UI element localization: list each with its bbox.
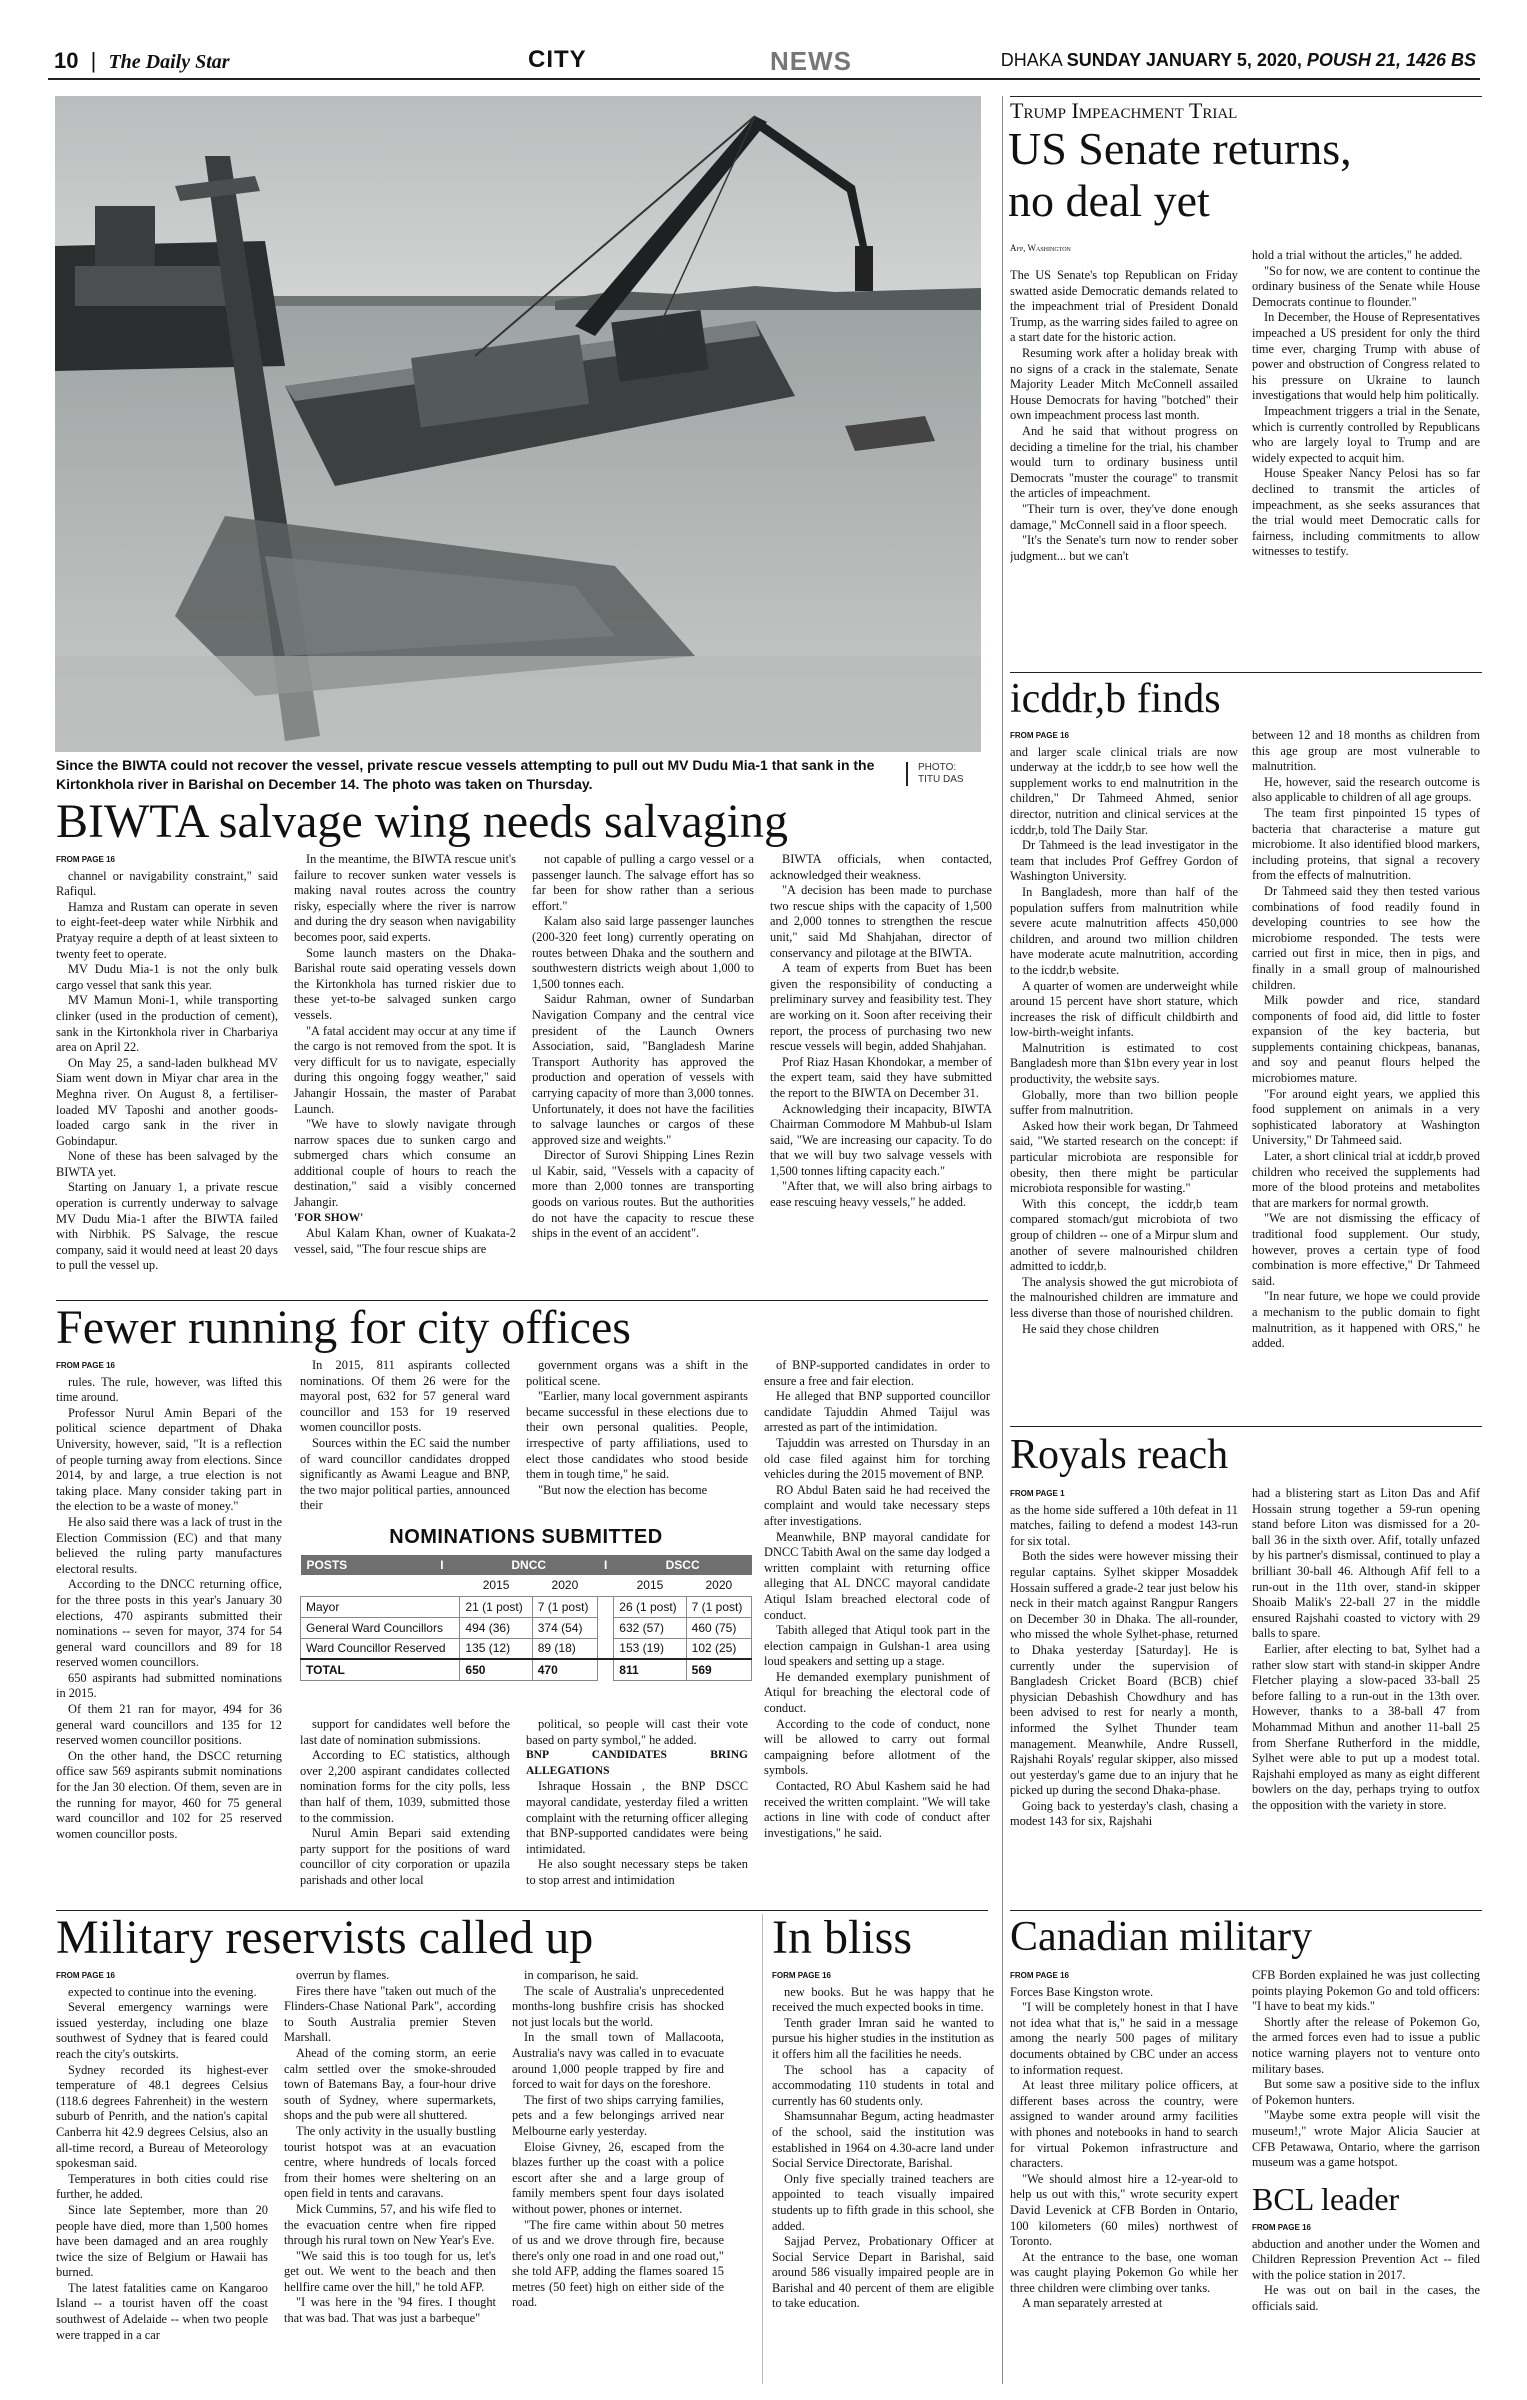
paragraph: "I will be completely honest in that I have not idea what that is," he said in a message among the nearly 500 pages of military documents obtained by CBC under an access to information request. xyxy=(1010,2000,1238,2077)
paragraph: Milk powder and rice, standard components of food aid, did little to foster expansion of the key bacteria, but supplements containing chickpeas, bananas, and soy and peanut flours helped the microbiomes mature. xyxy=(1252,993,1480,1086)
paragraph: Some launch masters on the Dhaka-Barishal route said operating vessels down the Kirtonkhola has turned riskier due to these yet-to-be salvaged sunken cargo vessels. xyxy=(294,945,516,1022)
subheading: 'FOR SHOW' xyxy=(294,1211,364,1224)
year-cell: 2015 xyxy=(614,1575,686,1596)
trump-headline-line-2: no deal yet xyxy=(1008,175,1210,226)
paragraph: "We said this is too tough for us, let's get out. We went to the beach and then hellfire came over the hill," he told AFP. xyxy=(284,2248,496,2294)
salvage-photo-illustration xyxy=(55,96,981,752)
year-cell: 2020 xyxy=(532,1575,597,1596)
paragraph: None of these has been salvaged by the BIWTA yet. xyxy=(56,1149,278,1179)
divider xyxy=(1010,1426,1482,1427)
paragraph: not capable of pulling a cargo vessel or a passenger launch. The salvage effort has so far been for show rather than a serious effort." xyxy=(532,852,754,913)
paragraph: According to EC statistics, although over 2,200 aspirant candidates collected nomination forms for the city polls, less than half of them, 1039, submitted those to the commission. xyxy=(300,1748,510,1825)
row-label: General Ward Councillors xyxy=(301,1617,460,1638)
paragraph: Mick Cummins, 57, and his wife fled to the evacuation centre when fire ripped through his rural town on New Year's Eve. xyxy=(284,2201,496,2248)
paragraph: MV Dudu Mia-1 is not the only bulk cargo vessel that sank this year. xyxy=(56,962,278,992)
paragraph: "For around eight years, we applied this food supplement on animals in a very sophisticated laboratory at Washington University," Dr Tahmeed said. xyxy=(1252,1086,1480,1148)
paragraph: Shortly after the release of Pokemon Go, the armed forces even had to issue a public notice warning players not to venture onto military bases. xyxy=(1252,2014,1480,2076)
column-header: POSTS xyxy=(301,1555,424,1575)
paragraph: He also sought necessary steps be taken to stop arrest and intimidation xyxy=(526,1857,748,1887)
paragraph: as the home side suffered a 10th defeat in 11 matches, failing to defend a modest 143-run for six total. xyxy=(1010,1502,1238,1548)
paragraph: The only activity in the usually bustling tourist hotspot was at an evacuation centre, where hundreds of locals forced from their homes were sheltering on an open field in tents and caravans. xyxy=(284,2123,496,2201)
paragraph: channel or navigability constraint," said Rafiqul. xyxy=(56,868,278,899)
trump-kicker: Trump Impeachment Trial xyxy=(1010,98,1238,123)
nominations-table-box xyxy=(300,1526,752,1681)
row-label: Ward Councillor Reserved xyxy=(301,1638,460,1659)
paragraph: Director of Surovi Shipping Lines Rezin ul Kabir, said, "Vessels with a capacity of more than 2,000 tonnes are transporting goods on various routes. But the authorities do not have the capacity to rescue these ships in the event of an accident". xyxy=(532,1148,754,1241)
table-cell: 21 (1 post) xyxy=(460,1596,532,1617)
paragraph: Eloise Givney, 26, escaped from the blazes further up the coast with a police escort after she and a large group of family members spent four days isolated without power, phones or internet. xyxy=(512,2139,724,2216)
military-from-page: FROM PAGE 16 xyxy=(56,1971,115,1980)
section-city: CITY xyxy=(528,46,587,73)
paragraph: He was out on bail in the cases, the officials said. xyxy=(1252,2283,1480,2313)
paragraph: "Earlier, many local government aspirants became successful in these elections due to their own personal qualities. People, irrespective of party affiliations, used to elect those candidates who stood beside them in tough time," he said. xyxy=(526,1389,748,1482)
row-label: Mayor xyxy=(301,1596,460,1617)
trump-headline-line-1: US Senate returns, xyxy=(1008,123,1352,174)
paragraph: The US Senate's top Republican on Friday swatted aside Democratic demands related to the impeachment trial of President Donald Trump, as the warring sides failed to agree on a start date for the historic action. xyxy=(1010,268,1238,345)
table-cell: 811 xyxy=(614,1659,686,1680)
fewer-column-1 xyxy=(56,1358,282,1903)
fewer-column-2-bottom xyxy=(300,1717,510,1903)
nominations-table xyxy=(300,1555,752,1681)
biwta-column-2 xyxy=(294,852,516,1292)
paragraph: abduction and another under the Women and Children Repression Prevention Act -- filed with the police station in 2017. xyxy=(1252,2236,1480,2282)
paragraph: Malnutrition is estimated to cost Bangladesh more than $1bn every year in lost productivity, the website says. xyxy=(1010,1040,1238,1087)
royals-from-page: FROM PAGE 1 xyxy=(1010,1489,1065,1498)
masthead xyxy=(48,40,1480,80)
table-cell: 89 (18) xyxy=(532,1638,597,1659)
table-cell: 153 (19) xyxy=(614,1638,686,1659)
table-cell: 494 (36) xyxy=(460,1617,532,1638)
paragraph: Contacted, RO Abul Kashem said he had received the written complaint. "We will take actions in line with code of conduct after investigations," he said. xyxy=(764,1779,990,1840)
paper-logo: The Daily Star xyxy=(108,51,230,73)
paragraph: hold a trial without the articles," he added. xyxy=(1252,248,1463,262)
paragraph: Hamza and Rustam can operate in seven to eight-feet-deep water while Nirbhik and Pratyay require a depth of at least sixteen to twenty feet to operate. xyxy=(56,899,278,961)
biwta-column-4 xyxy=(770,852,992,1292)
paragraph: CFB Borden explained he was just collecting points playing Pokemon Go and told officers: "I have to beat my kids." xyxy=(1252,1968,1480,2014)
photo-credit-label: PHOTO: xyxy=(918,762,957,773)
biwta-column-3 xyxy=(532,852,754,1292)
biwta-column-1 xyxy=(56,852,278,1292)
paragraph: In the meantime, the BIWTA rescue unit's failure to recover sunken water vessels is making naval routes across the country risky, especially where the river is narrow and during the dry season when navigability becomes poor, said experts. xyxy=(294,852,516,944)
paragraph: According to the code of conduct, none will be allowed to carry out formal campaigning before allotment of the symbols. xyxy=(764,1716,990,1778)
table-cell: 7 (1 post) xyxy=(532,1596,597,1617)
date-bangla: POUSH 21, 1426 BS xyxy=(1306,50,1476,70)
paragraph: Ahead of the coming storm, an eerie calm settled over the smoke-shrouded town of Batemans Bay, a four-hour drive south of Sydney, where supermarkets, shops and the pub were all shuttered. xyxy=(284,2045,496,2123)
table-cell: 569 xyxy=(686,1659,751,1680)
paragraph: Dr Tahmeed said they then tested various combinations of food readily found in developing countries to see how the microbiome responded. The tests were carried out first in mice, then in pigs, and finally in a small group of malnourished children. xyxy=(1252,883,1480,992)
paragraph: Later, a short clinical trial at icddr,b proved children who received the supplements had more of the blood proteins and metabolites that are markers for normal growth. xyxy=(1252,1149,1480,1210)
column-rule xyxy=(762,1914,763,2384)
paragraph: Dr Tahmeed is the lead investigator in the team that includes Prof Geffrey Gordon of Washington University. xyxy=(1010,838,1238,884)
table-cell: 460 (75) xyxy=(686,1617,751,1638)
paragraph: Starting on January 1, a private rescue operation is currently underway to salvage MV Dudu Mia-1 after the BIWTA failed with Nirbhik. PS Salvage, the rescue company, said it would need at least 20 days to pull the vessel up. xyxy=(56,1180,278,1273)
table-cell: 470 xyxy=(532,1659,597,1680)
paragraph: Forces Base Kingston wrote. xyxy=(1010,1984,1154,1999)
paragraph: Sajjad Pervez, Probationary Officer at Social Service Depart in Barishal, said around 586 visually impaired people are in Barishal and 40 percent of them are eligible to take education. xyxy=(772,2234,994,2311)
paragraph: In 2015, 811 aspirants collected nominations. Of them 26 were for the mayoral post, 632 for 57 general ward councillor and 153 for 19 reserved women councillor posts. xyxy=(300,1358,510,1435)
subheading: BNP CANDIDATES BRING ALLEGATIONS xyxy=(526,1749,748,1777)
royals-column-2 xyxy=(1252,1486,1480,1906)
military-headline: Military reservists called up xyxy=(56,1911,594,1964)
paragraph: between 12 and 18 months as children from this age group are most vulnerable to malnutrition. xyxy=(1252,728,1480,774)
paragraph: A man separately arrested at xyxy=(1022,2296,1163,2311)
bliss-headline: In bliss xyxy=(772,1911,913,1964)
paragraph: Several emergency warnings were issued yesterday, including one blaze southwest of Sydney that is feared could reach the city's outskirts. xyxy=(56,2000,268,2061)
paragraph: government organs was a shift in the political scene. xyxy=(526,1358,748,1388)
page-number: 10 xyxy=(54,48,79,73)
paragraph: On May 25, a sand-laden bulkhead MV Siam went down in Miyar char area in the Meghna river. On August 8, a fertiliser-loaded MV Taposhi and another goods-loaded cargo sank in the river in Gobindapur. xyxy=(56,1055,278,1148)
canadian-from-page: FROM PAGE 16 xyxy=(1010,1971,1069,1980)
fewer-from-page: FROM PAGE 16 xyxy=(56,1361,115,1370)
paragraph: Professor Nurul Amin Bepari of the political science department of Dhaka University, however, said, "It is a reflection of people turning away from elections. Since 2014, by and large, a true election is not taking place. Many consider taking part in the election to be a waste of money." xyxy=(56,1405,282,1514)
paragraph: RO Abdul Baten said he had received the complaint and would take necessary steps after investigations. xyxy=(764,1482,990,1528)
paragraph: "Their turn is over, they've done enough damage," McConnell said in a floor speech. xyxy=(1010,501,1238,532)
year-cell: 2015 xyxy=(460,1575,532,1596)
paragraph: Prof Riaz Hasan Khondokar, a member of the expert team, said they have submitted the report to the BIWTA on December 31. xyxy=(770,1054,992,1100)
table-cell: 26 (1 post) xyxy=(614,1596,686,1617)
table-cell: 374 (54) xyxy=(532,1617,597,1638)
table-cell: 7 (1 post) xyxy=(686,1596,751,1617)
section-news: NEWS xyxy=(770,46,852,76)
paragraph: "A fatal accident may occur at any time if the cargo is not removed from the spot. It is very difficult for us to navigate, especially during this ongoing foggy weather," said Jahangir Hossain, the master of Parabat Launch. xyxy=(294,1023,516,1116)
paragraph: and larger scale clinical trials are now underway at the icddr,b to see how well the supplement works to end malnutrition in the children," Dr Tahmeed Ahmed, senior director, nutrition and clinical services at the icddr,b, told The Daily Star. xyxy=(1010,744,1238,837)
paragraph: And he said that without progress on deciding a timeline for the trial, his chamber would turn to ordinary business until Democrats "muster the courage" to transmit the articles of impeachment. xyxy=(1010,423,1238,501)
paragraph: Temperatures in both cities could rise further, he added. xyxy=(56,2171,268,2202)
paragraph: of BNP-supported candidates in order to ensure a free and fair election. xyxy=(764,1358,990,1388)
table-year-row xyxy=(301,1575,752,1596)
military-column-1 xyxy=(56,1968,268,2383)
trump-column-2 xyxy=(1252,248,1480,648)
icddrb-from-page: FROM PAGE 16 xyxy=(1010,731,1069,740)
bliss-from-page: FORM PAGE 16 xyxy=(772,1971,831,1980)
paragraph: The school has a capacity of accommodating 110 students in total and currently has 60 students only. xyxy=(772,2062,994,2108)
paragraph: House Speaker Nancy Pelosi has so far declined to transmit the articles of impeachment, as she seeks assurances that the trial would meet Democratic calls for fairness, including commitments to allow witnesses to testify. xyxy=(1252,466,1480,559)
paragraph: Going back to yesterday's clash, chasing a modest 143 for six, Rajshahi xyxy=(1010,1798,1238,1829)
paragraph: expected to continue into the evening. xyxy=(68,1984,257,1999)
fewer-column-3-top xyxy=(526,1358,748,1523)
table-cell: 135 (12) xyxy=(460,1638,532,1659)
divider xyxy=(1010,96,1482,97)
paragraph: Kalam also said large passenger launches (200-320 feet long) currently operating on routes between Dhaka and the southern and southwestern districts weigh about 1,000 to 1,500 tonnes each. xyxy=(532,914,754,991)
paragraph: Shamsunnahar Begum, acting headmaster of the school, said the institution was established in 1964 on 4.30-acre land under Social Service Directorate, Barishal. xyxy=(772,2109,994,2171)
paragraph: "I was here in the '94 fires. I thought that was bad. That was just a barbeque" xyxy=(284,2295,496,2326)
date-city: DHAKA xyxy=(1000,50,1067,70)
military-column-3 xyxy=(512,1968,724,2383)
paragraph: Only five specially trained teachers are appointed to teach visually impaired students up to fifth grade in this school, she added. xyxy=(772,2171,994,2233)
paragraph: Resuming work after a holiday break with no signs of a crack in the stalemate, Senate Majority Leader Mitch McConnell assailed House Democrats for having "botched" their own impeachment process last month. xyxy=(1010,345,1238,423)
paragraph: "So for now, we are content to continue the ordinary business of the Senate while House Democrats continue to flounder." xyxy=(1252,263,1480,309)
paragraph: In Bangladesh, more than half of the population suffers from malnutrition while severe acute malnutrition affects 450,000 children, and around two million children have moderate acute malnutrition, according to the icddr,b website. xyxy=(1010,884,1238,977)
paragraph: Acknowledging their incapacity, BIWTA Chairman Commodore M Mahbub-ul Islam said, "We are increasing our capacity. To do that we will buy two salvage vessels with 1,500 tonnes lifting capacity each." xyxy=(770,1101,992,1178)
column-header: DNCC xyxy=(460,1555,598,1575)
paragraph: political, so people will cast their vote based on party symbol," he added. xyxy=(526,1717,748,1747)
military-column-2 xyxy=(284,1968,496,2383)
divider xyxy=(1010,1910,1482,1911)
paragraph: According to the DNCC returning office, for the three posts in this year's January 30 elections, 470 aspirants submitted their nominations -- seven for mayor, 374 for 54 general ward councillors and 89 for 18 reserved women councillors. xyxy=(56,1577,282,1670)
paragraph: BIWTA officials, when contacted, acknowledged their weakness. xyxy=(770,852,992,882)
paragraph: "A decision has been made to purchase two rescue ships with the capacity of 1,500 and 2,000 tonnes to strengthen the rescue unit," said Md Shahjahan, director of conservancy and pilotage at the BIWTA. xyxy=(770,883,992,960)
fewer-headline: Fewer running for city offices xyxy=(56,1301,631,1354)
paragraph: A quarter of women are underweight while around 15 percent have short stature, which increases the risk of difficult childbirth and low-birth-weight infants. xyxy=(1010,978,1238,1040)
row-label: TOTAL xyxy=(301,1659,460,1680)
fewer-column-3-bottom xyxy=(526,1717,748,1903)
column-header: DSCC xyxy=(614,1555,752,1575)
table-header-row xyxy=(301,1555,752,1575)
divider xyxy=(1010,672,1482,673)
paragraph: Fires there have "taken out much of the Flinders-Chase National Park", according to South Australia premier Steven Marshall. xyxy=(284,1983,496,2045)
paragraph: Tabith alleged that Atiqul took part in the election campaign in Gulshan-1 area using loud speakers and setting up a stage. xyxy=(764,1623,990,1669)
paragraph: Nurul Amin Bepari said extending party support for the positions of ward councillor of city corporation or upazila parishads and other local xyxy=(300,1826,510,1887)
column-rule xyxy=(1002,96,1003,2384)
royals-column-1 xyxy=(1010,1486,1238,1906)
photo-caption: Since the BIWTA could not recover the vessel, private rescue vessels attempting to pull out MV Dudu Mia-1 that sank in the Kirtonkhola river in Barishal on December 14. The photo was taken on Thursday. xyxy=(56,757,875,792)
paragraph: "The fire came within about 50 metres of us and we drove through fire, because there's only one road in and one road out," she told AFP, adding the flames soared 15 metres (50 feet) high on either side of the road. xyxy=(512,2217,724,2310)
paragraph: A team of experts from Buet has been given the responsibility of conducting a preliminary survey and feasibility test. They are working on it. Soon after receiving their report, the process of purchasing two new rescue vessels will begin, added Shahjahan. xyxy=(770,961,992,1054)
icddrb-headline: icddr,b finds xyxy=(1010,676,1221,722)
bcl-from-page: FROM PAGE 16 xyxy=(1252,2223,1311,2232)
table-cell: 650 xyxy=(460,1659,532,1680)
bliss-column-1 xyxy=(772,1968,994,2383)
paragraph: "It's the Senate's turn now to render sober judgment... but we can't xyxy=(1010,533,1238,563)
column-separator: I xyxy=(598,1555,614,1575)
paragraph: Tajuddin was arrested on Thursday in an old case filed against him for torching vehicles during the 2015 movement of BNP. xyxy=(764,1435,990,1482)
paragraph: Impeachment triggers a trial in the Senate, which is currently controlled by Republicans who are largely loyal to Trump and are widely expected to acquit him. xyxy=(1252,403,1480,465)
table-row xyxy=(301,1638,752,1659)
table-row xyxy=(301,1596,752,1617)
paragraph: In the small town of Mallacoota, Australia's navy was called in to evacuate around 1,000 people trapped by fire and forced to wait for days on the foreshore. xyxy=(512,2030,724,2092)
icddrb-column-1 xyxy=(1010,728,1238,1414)
table-cell: 102 (25) xyxy=(686,1638,751,1659)
biwta-headline: BIWTA salvage wing needs salvaging xyxy=(56,795,788,848)
paragraph: The analysis showed the gut microbiota of the malnourished children are immature and less diverse than those of nourished children. xyxy=(1010,1274,1238,1320)
paragraph: overrun by flames. xyxy=(296,1968,390,1982)
paragraph: "We should almost hire a 12-year-old to help us out with this," wrote security expert David Levenick at CFB Borden in Ontario, 100 kilometers (60 miles) northwest of Toronto. xyxy=(1010,2171,1238,2249)
paragraph: The latest fatalities came on Kangaroo Island -- a tourist haven off the coast southwest of Adelaide -- when two people were trapped in a car xyxy=(56,2280,268,2342)
paragraph: He demanded exemplary punishment of Atiqul for breaching the electoral code of conduct. xyxy=(764,1669,990,1716)
paragraph: Sydney recorded its highest-ever temperature of 48.1 degrees Celsius (118.6 degrees Fahrenheit) in the western suburb of Penrith, and the nation's capital Canberra hit 42.9 degrees Celsius, also an all-time record, a Bureau of Meteorology spokesman said. xyxy=(56,2062,268,2171)
salvage-photo xyxy=(55,96,981,752)
paragraph: "Maybe some extra people will visit the museum!," wrote Major Alicia Saucier at CFB Petawawa, Ontario, where the garrison museum was a game hotspot. xyxy=(1252,2108,1480,2170)
issue-date xyxy=(1001,50,1476,71)
paragraph: Since late September, more than 20 people have died, more than 1,500 homes have been damaged and an area roughly twice the size of Belgium or Hawaii has burned. xyxy=(56,2202,268,2280)
bcl-headline: BCL leader xyxy=(1252,2181,1400,2217)
paragraph: Ishraque Hossain , the BNP DSCC mayoral candidate, yesterday filed a written complaint with the returning officer alleging that BNP-supported candidates were being intimidated. xyxy=(526,1779,748,1856)
trump-byline: Afp, Washington xyxy=(1010,243,1071,253)
paragraph: support for candidates well before the last date of nomination submissions. xyxy=(300,1717,510,1747)
table-total-row xyxy=(301,1659,752,1680)
paragraph: "We have to slowly navigate through narrow spaces due to sunken cargo and submerged chars which consume an additional couple of hours to reach the destination," said a visibly concerned Jahangir. xyxy=(294,1117,516,1210)
paragraph: new books. But he was happy that he received the much expected books in time. xyxy=(772,1984,994,2015)
paragraph: The first of two ships carrying families, pets and a few belongings arrived near Melbourne early yesterday. xyxy=(512,2092,724,2138)
date-main: SUNDAY JANUARY 5, 2020, xyxy=(1066,50,1307,70)
paragraph: Abul Kalam Khan, owner of Kuakata-2 vessel, said, "The four rescue ships are xyxy=(294,1226,516,1256)
paragraph: But some saw a positive side to the influx of Pokemon hunters. xyxy=(1252,2077,1480,2107)
paragraph: "In near future, we hope we could provide a mechanism to the public domain to fight malnutrition, as it happened with ORS," he added. xyxy=(1252,1289,1480,1351)
paragraph: "We are not dismissing the efficacy of traditional food supplement. Our study, however, proves a certain type of food combination is more effective," Dr Tahmeed said. xyxy=(1252,1211,1480,1288)
paragraph: "After that, we will also bring airbags to ease rescuing heavy vessels," he added. xyxy=(770,1179,992,1210)
year-cell: 2020 xyxy=(686,1575,751,1596)
paragraph: 650 aspirants had submitted nominations in 2015. xyxy=(56,1670,282,1701)
fewer-column-2-top xyxy=(300,1358,510,1523)
paragraph: had a blistering start as Liton Das and Afif Hossain strung together a 59-run opening stand before Liton was dismissed for a 20-ball 36 in the sixth over. Afif, totally unfazed by his partner's dismissal, continued to play a brilliant 30-ball 46. Although Afif fell to a run-out in the 11th over, stand-in skipper Shoaib Malik's 22-ball 27 in the middle ensured Rajshahi coasted to victory with 29 balls to spare. xyxy=(1252,1486,1480,1641)
paragraph: The team first pinpointed 15 types of bacteria that characterise a mature gut microbiome. It also identified blood markers, including proteins, that signal a recovery from the effects of malnutrition. xyxy=(1252,805,1480,883)
paragraph: At least three military police officers, at different bases across the country, were assigned to wander around army facilities with phones and notebooks in hand to search for virtual Pokemon infrastructure and characters. xyxy=(1010,2078,1238,2171)
paragraph: MV Mamun Moni-1, while transporting clinker (used in the production of cement), sank in the Kirtonkhola river in Charbariya area on April 22. xyxy=(56,993,278,1055)
nominations-table-title: NOMINATIONS SUBMITTED xyxy=(389,1526,663,1548)
fewer-column-4 xyxy=(764,1358,990,1903)
biwta-from-page: FROM PAGE 16 xyxy=(56,855,115,864)
paragraph: With this concept, the icddr,b team compared stomach/gut microbiota of two group of children -- one of a Mirpur slum and another of severe malnourished children admitted to icddr,b. xyxy=(1010,1196,1238,1274)
paragraph: "But now the election has become xyxy=(538,1482,708,1497)
column-separator: I xyxy=(424,1555,460,1575)
paragraph: Meanwhile, BNP mayoral candidate for DNCC Tabith Awal on the same day lodged a written complaint with returning office alleging that AL DNCC mayoral candidate Atiqul Islam breached electoral code of conduct. xyxy=(764,1529,990,1622)
paragraph: in comparison, he said. xyxy=(524,1968,639,1982)
royals-headline: Royals reach xyxy=(1010,1432,1229,1478)
separator: | xyxy=(90,48,97,73)
paragraph: Sources within the EC said the number of ward councillor candidates dropped significantly as Awami League and BNP, the two major political parties, announced their xyxy=(300,1435,510,1513)
paragraph: At the entrance to the base, one woman was caught playing Pokemon Go while her three children were climbing over tanks. xyxy=(1010,2249,1238,2295)
table-cell: 632 (57) xyxy=(614,1617,686,1638)
bcl-column-1 xyxy=(1252,2220,1480,2384)
paragraph: Tenth grader Imran said he wanted to pursue his higher studies in the institution as it offers him all the facilities he needs. xyxy=(772,2015,994,2061)
trump-column-1 xyxy=(1010,268,1238,658)
paragraph: Asked how their work began, Dr Tahmeed said, "We started research on the concept: if particular microbiota are responsible for obesity, then there might be particular microbiota responsible for wasting." xyxy=(1010,1118,1238,1196)
paragraph: Globally, more than two billion people suffer from malnutrition. xyxy=(1010,1087,1238,1118)
photo-credit-name: TITU DAS xyxy=(918,774,964,785)
paragraph: He said they chose children xyxy=(1022,1321,1159,1336)
paragraph: Both the sides were however missing their regular captains. Sylhet skipper Mosaddek Hossain suffered a grade-2 tear just below his neck in their match against Rangpur Rangers on December 30 in Dhaka. The all-rounder, who missed the whole Sylhet-phase, returned to Dhaka yesterday [Saturday]. He is currently under the supervision of Bangladesh Cricket Board (BCB) chief physician Debashish Chowdhury and has been advised to rest for nearly a month, informed the Sylhet Thunder team management. Meanwhile, Andre Russell, Rajshahi Royals' regular skipper, also missed out yesterday's game due to an injury that he picked up during the second Dhaka-phase. xyxy=(1010,1549,1238,1798)
photo-credit xyxy=(906,762,986,786)
icddrb-column-2 xyxy=(1252,728,1480,1414)
paragraph: He, however, said the research outcome is also applicable to children of all age groups. xyxy=(1252,774,1480,805)
page-number-block xyxy=(54,48,230,74)
paragraph: He alleged that BNP supported councillor candidate Tajuddin Ahmed Taijul was arrested as part of the intimidation. xyxy=(764,1389,990,1435)
paragraph: rules. The rule, however, was lifted this time around. xyxy=(56,1374,282,1405)
canadian-column-2 xyxy=(1252,1968,1480,2178)
paragraph: The scale of Australia's unprecedented months-long bushfire crisis has shocked not just locals but the world. xyxy=(512,1983,724,2029)
paragraph: On the other hand, the DSCC returning office saw 569 aspirants submit nominations for the Jan 30 election. Of them, seven are in the running for mayor, 460 for 75 general ward councillor and 102 for 25 reserved women councillor posts. xyxy=(56,1748,282,1841)
paragraph: Earlier, after electing to bat, Sylhet had a rather slow start with stand-in skipper Andre Fletcher playing a slow-paced 33-ball 25 before falling to a run-out in the 13th over. However, thanks to a 38-ball 47 from Mohammad Mithun and another 11-ball 25 from Sherfane Rutherford in the middle, Sylhet were able to put up a modest total. Rajshahi employed as many as eight different bowlers on the day, perhaps trying to outfox the opposition with the variety in store. xyxy=(1252,1641,1480,1812)
paragraph: Saidur Rahman, owner of Sundarban Navigation Company and the central vice president of the Launch Owners Association, said, "Bangladesh Marine Transport Authority has approved the production and operation of vessels with carrying capacity of more than 3,000 tonnes. Unfortunately, it does not have the facilities to salvage launches or cargos of these approved size and weights." xyxy=(532,992,754,1147)
canadian-headline: Canadian military xyxy=(1010,1914,1313,1960)
table-row xyxy=(301,1617,752,1638)
canadian-column-1 xyxy=(1010,1968,1238,2383)
paragraph: Of them 21 ran for mayor, 494 for 36 general ward councillors and 135 for 12 reserved women councillor positions. xyxy=(56,1702,282,1748)
paragraph: In December, the House of Representatives impeached a US president for only the third time ever, charging Trump with abuse of power and obstruction of Congress related to his pressure on Ukraine to launch investigations that would help him politically. xyxy=(1252,310,1480,403)
paragraph: He also said there was a lack of trust in the Election Commission (EC) and that many believed the ruling party manufactures electoral results. xyxy=(56,1514,282,1576)
